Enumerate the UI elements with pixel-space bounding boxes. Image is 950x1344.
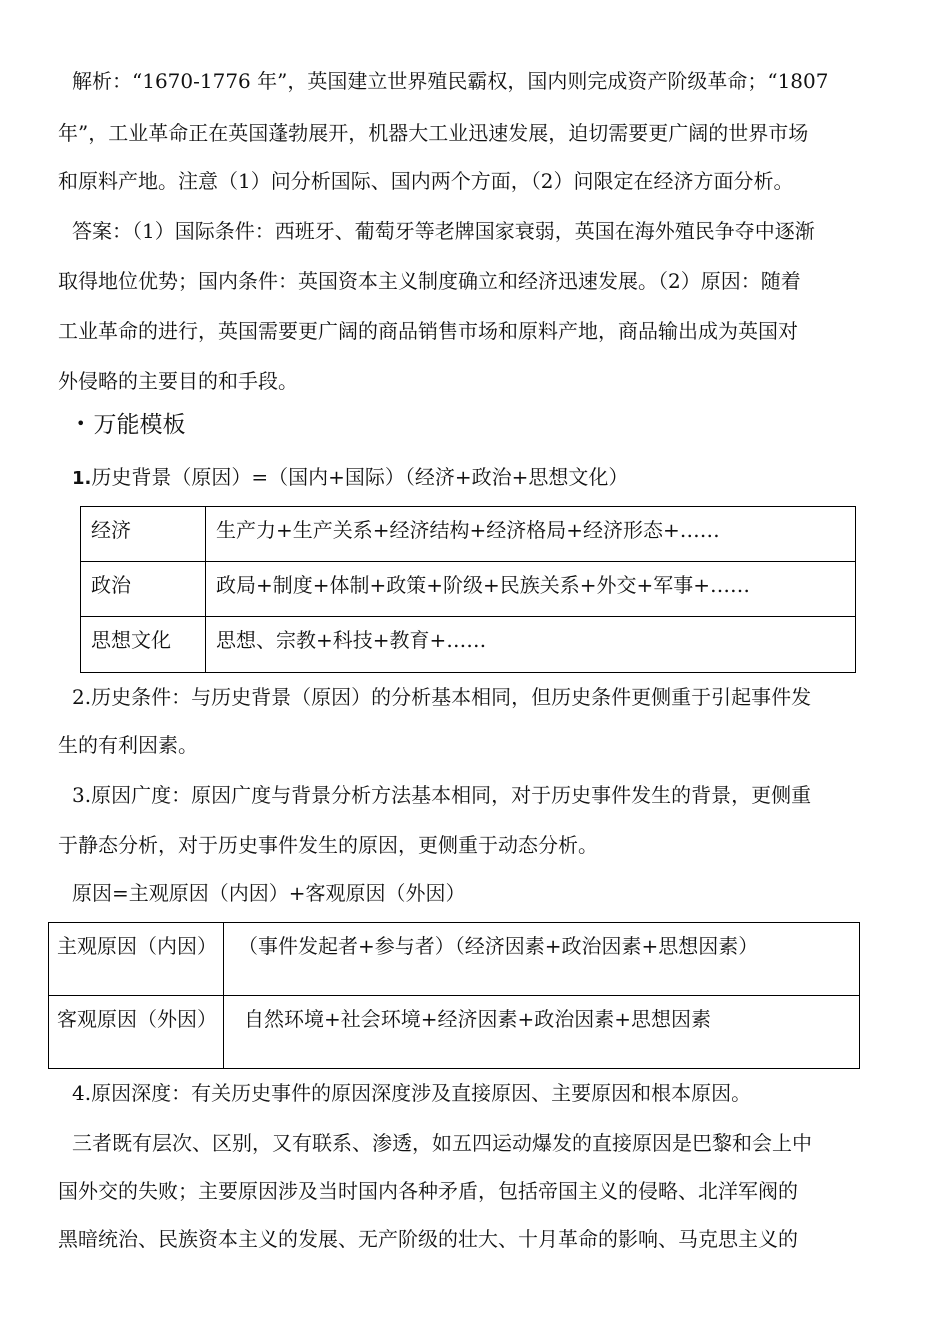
row-content: 政局+制度+体制+政策+阶级+民族关系+外交+军事+…… — [206, 562, 856, 617]
row-content: 思想、宗教+科技+教育+…… — [206, 617, 856, 673]
row-label: 思想文化 — [81, 617, 206, 673]
analysis-line-1: 解析：“1670-1776 年”，英国建立世界殖民霸权，国内则完成资产阶级革命；“1807 — [72, 69, 829, 93]
row-label: 客观原因（外因） — [49, 996, 224, 1069]
table-row — [81, 507, 856, 562]
section3-formula: 原因=主观原因（内因）+客观原因（外因） — [72, 881, 466, 905]
section1-number: 1. — [72, 468, 92, 489]
section4-line-3: 国外交的失败；主要原因涉及当时国内各种矛盾，包括帝国主义的侵略、北洋军阀的 — [58, 1179, 798, 1203]
answer-line-1: 答案：（1）国际条件：西班牙、葡萄牙等老牌国家衰弱，英国在海外殖民争夺中逐渐 — [72, 219, 815, 243]
answer-line-2: 取得地位优势；国内条件：英国资本主义制度确立和经济迅速发展。（2）原因：随着 — [58, 269, 801, 293]
section1-title — [72, 456, 912, 500]
bullet-icon: • — [76, 414, 86, 433]
section4-line-4: 黑暗统治、民族资本主义的发展、无产阶级的壮大、十月革命的影响、马克思主义的 — [58, 1227, 798, 1251]
section3-line-1: 3.原因广度：原因广度与背景分析方法基本相同，对于历史事件发生的背景，更侧重 — [72, 783, 812, 807]
background-table — [80, 506, 856, 673]
template-heading — [76, 408, 185, 441]
row-content: 自然环境+社会环境+经济因素+政治因素+思想因素 — [224, 996, 860, 1069]
cause-table — [48, 922, 860, 1069]
analysis-line-3: 和原料产地。注意（1）问分析国际、国内两个方面，（2）问限定在经济方面分析。 — [58, 169, 794, 193]
section4-line-2: 三者既有层次、区别，又有联系、渗透，如五四运动爆发的直接原因是巴黎和会上中 — [72, 1131, 812, 1155]
template-heading-text: 万能模板 — [93, 412, 186, 438]
table-row — [81, 562, 856, 617]
analysis-line-2: 年”，工业革命正在英国蓬勃展开，机器大工业迅速发展，迫切需要更广阔的世界市场 — [58, 121, 809, 145]
section2-line-1: 2.历史条件：与历史背景（原因）的分析基本相同，但历史条件更侧重于引起事件发 — [72, 685, 812, 709]
table-row — [81, 617, 856, 673]
row-label: 政治 — [81, 562, 206, 617]
row-content: 生产力+生产关系+经济结构+经济格局+经济形态+…… — [206, 507, 856, 562]
section3-line-2: 于静态分析，对于历史事件发生的原因，更侧重于动态分析。 — [58, 833, 598, 857]
section1-text: 历史背景（原因）=（国内+国际）（经济+政治+思想文化） — [91, 465, 629, 489]
answer-line-4: 外侵略的主要目的和手段。 — [58, 369, 298, 393]
section2-line-2: 生的有利因素。 — [58, 733, 198, 757]
row-label: 主观原因（内因） — [49, 923, 224, 996]
table-row — [49, 996, 860, 1069]
answer-line-3: 工业革命的进行，英国需要更广阔的商品销售市场和原料产地，商品输出成为英国对 — [58, 319, 798, 343]
table-row — [49, 923, 860, 996]
section4-line-1: 4.原因深度：有关历史事件的原因深度涉及直接原因、主要原因和根本原因。 — [72, 1081, 752, 1105]
row-label: 经济 — [81, 507, 206, 562]
row-content: （事件发起者+参与者）（经济因素+政治因素+思想因素） — [224, 923, 860, 996]
